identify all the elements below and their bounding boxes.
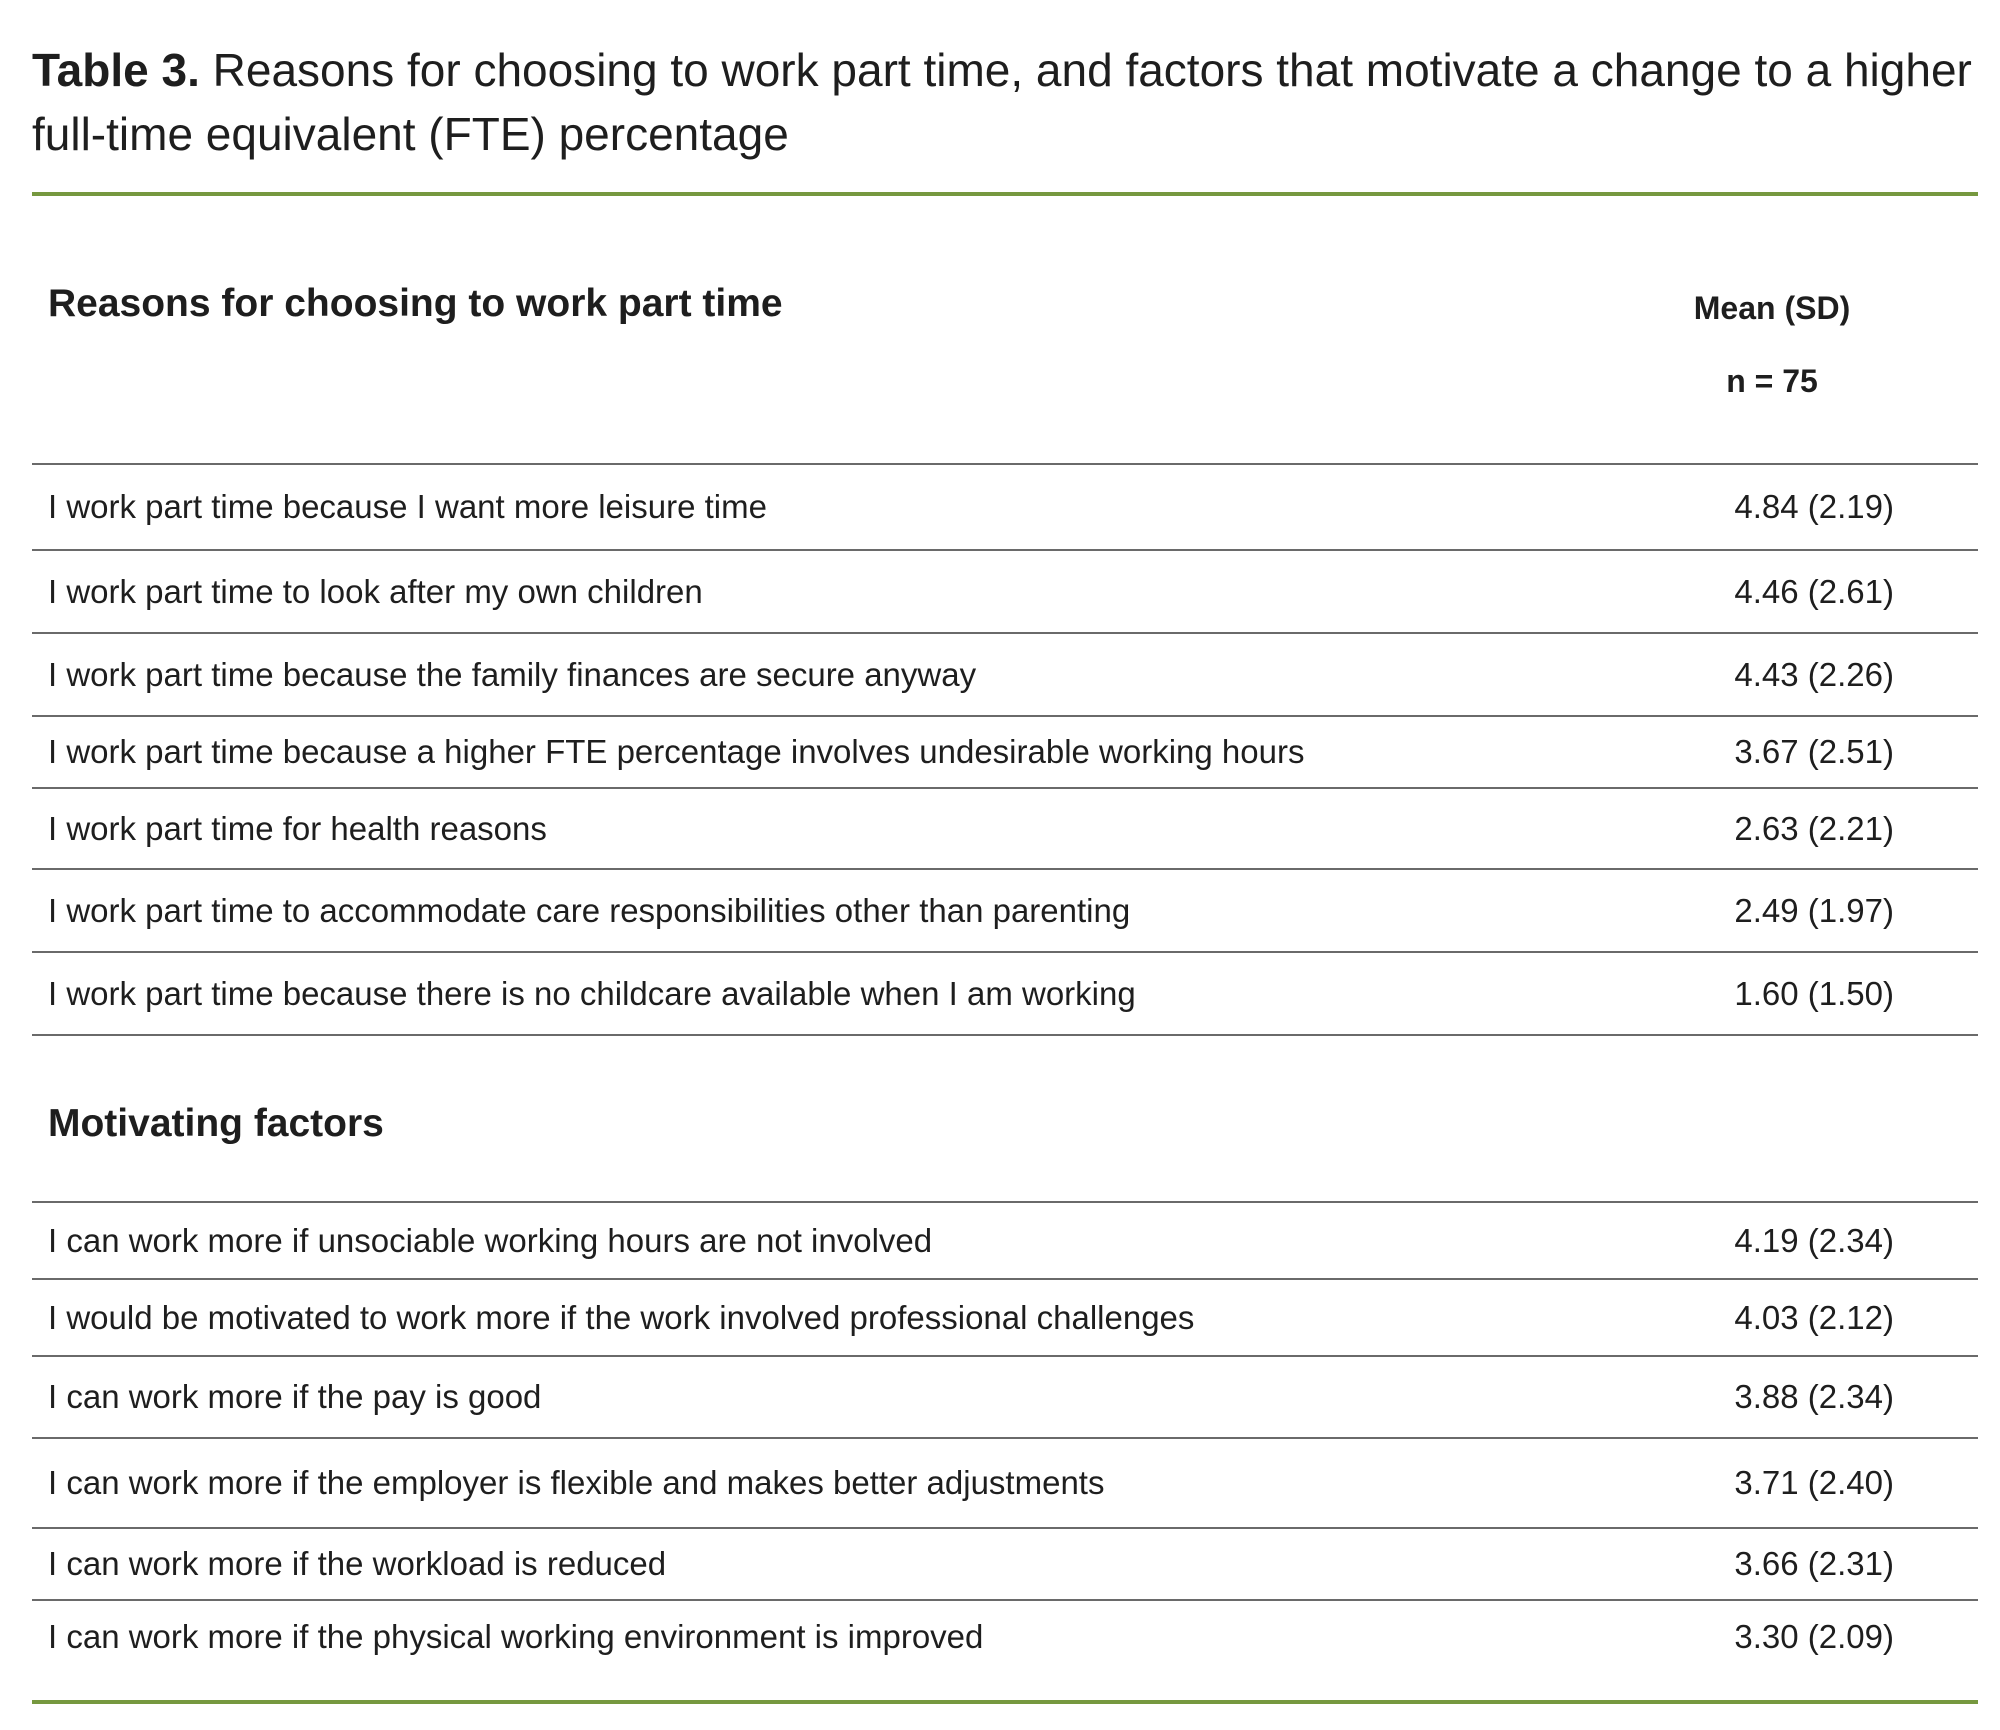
row-item-text: I work part time because a higher FTE percentage involves undesirable working hours — [48, 733, 1305, 770]
top-rule — [32, 192, 1978, 196]
row-item-text: I work part time because the family finances are secure anyway — [48, 655, 977, 693]
table-row — [32, 789, 1978, 868]
table-row — [32, 1203, 1978, 1278]
table-row — [32, 1357, 1978, 1437]
table-row — [32, 465, 1978, 549]
table-caption-text: Reasons for choosing to work part time, and factors that motivate a change to a higher full-time equivalent (FTE) percentage — [32, 44, 1972, 160]
row-item-text: I would be motivated to work more if the work involved professional challenges — [48, 1298, 1195, 1336]
row-value: 3.88 (2.34) — [1734, 1378, 1894, 1415]
table-row — [32, 1439, 1978, 1527]
table-row — [32, 1529, 1978, 1599]
row-item-text: I work part time to look after my own children — [48, 572, 703, 610]
row-value: 3.67 (2.51) — [1734, 733, 1894, 770]
table-row — [32, 870, 1978, 951]
section-divider — [32, 1034, 1978, 1036]
section-title-reasons: Reasons for choosing to work part time — [48, 282, 783, 325]
row-item-text: I can work more if the workload is reduced — [48, 1545, 667, 1582]
row-value: 3.30 (2.09) — [1734, 1618, 1894, 1655]
column-header-n: n = 75 — [1726, 363, 1818, 399]
table-row — [32, 717, 1978, 787]
table-row — [32, 634, 1978, 715]
row-item-text: I work part time for health reasons — [48, 809, 547, 847]
row-item-text: I can work more if the physical working environment is improved — [48, 1618, 984, 1655]
bottom-rule — [32, 1700, 1978, 1704]
row-value: 4.84 (2.19) — [1734, 488, 1894, 525]
row-value: 1.60 (1.50) — [1734, 974, 1894, 1012]
column-header-mean-sd: Mean (SD) — [1693, 290, 1851, 326]
row-value: 3.66 (2.31) — [1734, 1545, 1894, 1582]
row-value: 2.49 (1.97) — [1734, 891, 1894, 929]
table-caption — [32, 38, 1972, 166]
row-item-text: I work part time because there is no childcare available when I am working — [48, 974, 1136, 1012]
row-value: 2.63 (2.21) — [1734, 809, 1894, 847]
row-item-text: I can work more if the pay is good — [48, 1378, 542, 1415]
row-value: 4.43 (2.26) — [1734, 655, 1894, 693]
row-value: 4.03 (2.12) — [1734, 1298, 1894, 1336]
table-row — [32, 953, 1978, 1034]
table-row — [32, 1280, 1978, 1355]
row-value: 3.71 (2.40) — [1734, 1464, 1894, 1501]
row-item-text: I can work more if the employer is flexible and makes better adjustments — [48, 1464, 1105, 1501]
row-item-text: I can work more if unsociable working hours are not involved — [48, 1221, 933, 1259]
section-title-motivating: Motivating factors — [48, 1102, 384, 1145]
row-item-text: I work part time to accommodate care responsibilities other than parenting — [48, 891, 1131, 929]
table-row — [32, 551, 1978, 632]
row-value: 4.46 (2.61) — [1734, 572, 1894, 610]
table-row — [32, 1601, 1978, 1673]
table-label: Table 3. — [32, 44, 200, 96]
row-value: 4.19 (2.34) — [1734, 1221, 1894, 1259]
row-item-text: I work part time because I want more leisure time — [48, 488, 767, 525]
